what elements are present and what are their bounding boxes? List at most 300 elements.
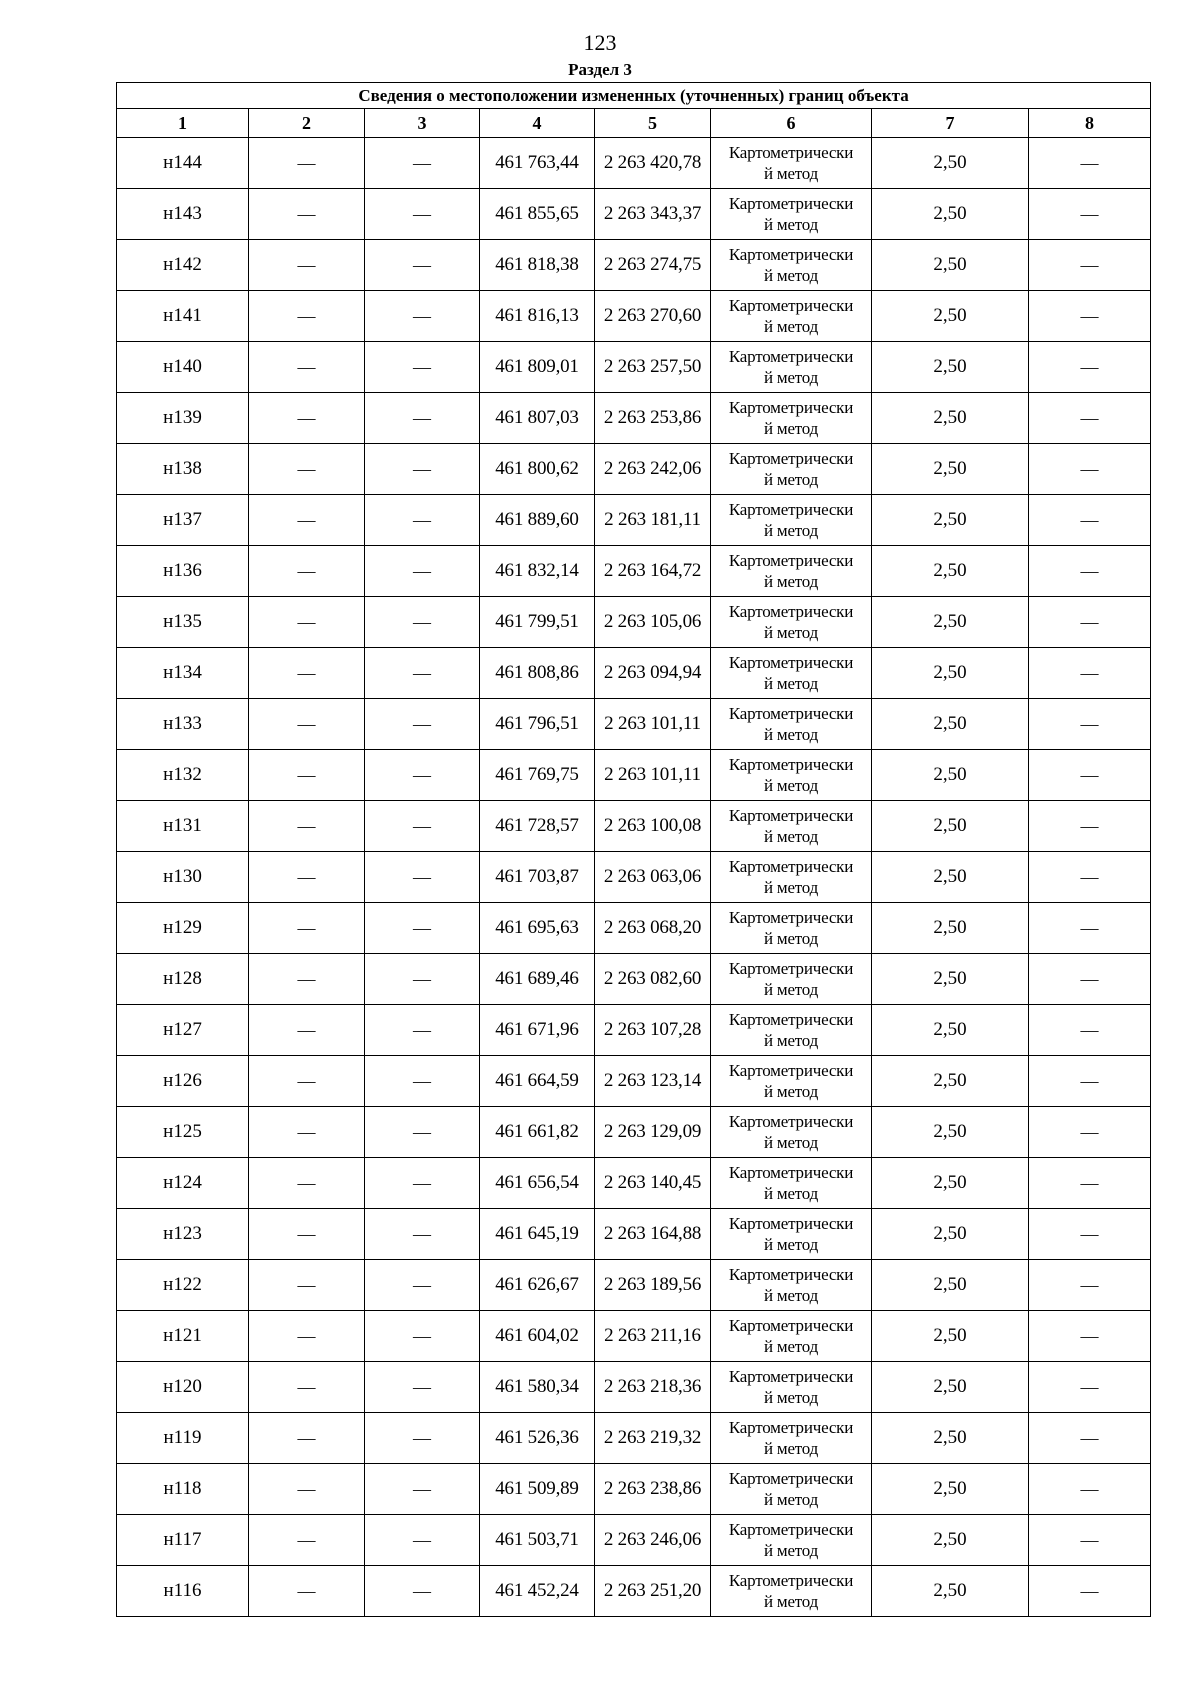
method-cell [711,852,872,903]
accuracy-cell: 2,50 [872,801,1029,852]
method-cell [711,1107,872,1158]
table-row [117,189,1151,240]
method-text-line-1: Картометрически [728,908,854,927]
column-2-cell: — [249,1209,365,1260]
method-text-line-1: Картометрически [728,1367,854,1386]
column-8-cell: — [1029,852,1151,903]
column-number: 8 [1029,109,1151,138]
point-number-cell: н136 [117,546,249,597]
method-text-line-1: Картометрически [728,602,854,621]
accuracy-cell: 2,50 [872,189,1029,240]
point-number-cell: н142 [117,240,249,291]
method-text-line-2: й метод [763,1235,819,1254]
column-2-cell: — [249,342,365,393]
table-row [117,801,1151,852]
y-coordinate-cell: 2 263 094,94 [595,648,711,699]
column-number: 2 [249,109,365,138]
method-cell [711,597,872,648]
y-coordinate-cell: 2 263 246,06 [595,1515,711,1566]
point-number-cell: н126 [117,1056,249,1107]
column-2-cell: — [249,1311,365,1362]
column-8-cell: — [1029,138,1151,189]
method-cell [711,1464,872,1515]
accuracy-cell: 2,50 [872,495,1029,546]
point-number-cell: н118 [117,1464,249,1515]
method-cell [711,495,872,546]
method-cell [711,189,872,240]
method-text-line-1: Картометрически [728,143,854,162]
method-text-line-2: й метод [763,776,819,795]
column-3-cell: — [365,1260,480,1311]
point-number-cell: н117 [117,1515,249,1566]
method-cell [711,1515,872,1566]
point-number-cell: н135 [117,597,249,648]
column-2-cell: — [249,1566,365,1617]
accuracy-cell: 2,50 [872,954,1029,1005]
accuracy-cell: 2,50 [872,1311,1029,1362]
y-coordinate-cell: 2 263 082,60 [595,954,711,1005]
y-coordinate-cell: 2 263 251,20 [595,1566,711,1617]
method-cell [711,903,872,954]
point-number-cell: н120 [117,1362,249,1413]
column-3-cell: — [365,1311,480,1362]
column-number: 1 [117,109,249,138]
x-coordinate-cell: 461 671,96 [480,1005,595,1056]
table-row [117,699,1151,750]
column-8-cell: — [1029,903,1151,954]
method-text-line-2: й метод [763,419,819,438]
y-coordinate-cell: 2 263 238,86 [595,1464,711,1515]
x-coordinate-cell: 461 626,67 [480,1260,595,1311]
accuracy-cell: 2,50 [872,138,1029,189]
method-text-line-1: Картометрически [728,1418,854,1437]
method-text-line-2: й метод [763,1133,819,1152]
column-number: 6 [711,109,872,138]
method-text-line-1: Картометрически [728,1316,854,1335]
method-cell [711,1260,872,1311]
table-row [117,852,1151,903]
x-coordinate-cell: 461 889,60 [480,495,595,546]
method-text-line-2: й метод [763,827,819,846]
method-text-line-2: й метод [763,521,819,540]
column-3-cell: — [365,393,480,444]
point-number-cell: н141 [117,291,249,342]
table-row [117,291,1151,342]
method-cell [711,444,872,495]
table-row [117,1311,1151,1362]
column-8-cell: — [1029,342,1151,393]
method-cell [711,801,872,852]
column-3-cell: — [365,1413,480,1464]
y-coordinate-cell: 2 263 218,36 [595,1362,711,1413]
column-8-cell: — [1029,1158,1151,1209]
method-cell [711,750,872,801]
method-cell [711,1311,872,1362]
table-caption: Сведения о местоположении измененных (уточненных) границ объекта [117,83,1151,109]
page-number: 123 [583,30,617,55]
column-2-cell: — [249,1515,365,1566]
column-2-cell: — [249,954,365,1005]
accuracy-cell: 2,50 [872,750,1029,801]
table-row [117,138,1151,189]
table-row [117,750,1151,801]
column-2-cell: — [249,138,365,189]
x-coordinate-cell: 461 604,02 [480,1311,595,1362]
x-coordinate-cell: 461 763,44 [480,138,595,189]
y-coordinate-cell: 2 263 420,78 [595,138,711,189]
column-8-cell: — [1029,699,1151,750]
table-row [117,1413,1151,1464]
table-row [117,1362,1151,1413]
method-text-line-2: й метод [763,1031,819,1050]
accuracy-cell: 2,50 [872,1107,1029,1158]
column-3-cell: — [365,1362,480,1413]
column-3-cell: — [365,903,480,954]
column-3-cell: — [365,801,480,852]
point-number-cell: н123 [117,1209,249,1260]
y-coordinate-cell: 2 263 219,32 [595,1413,711,1464]
method-text-line-2: й метод [763,1592,819,1611]
method-text-line-1: Картометрически [728,1112,854,1131]
column-2-cell: — [249,240,365,291]
x-coordinate-cell: 461 664,59 [480,1056,595,1107]
column-8-cell: — [1029,1056,1151,1107]
method-cell [711,954,872,1005]
column-2-cell: — [249,1158,365,1209]
accuracy-cell: 2,50 [872,1566,1029,1617]
y-coordinate-cell: 2 263 063,06 [595,852,711,903]
column-3-cell: — [365,189,480,240]
table-row [117,546,1151,597]
column-2-cell: — [249,648,365,699]
x-coordinate-cell: 461 503,71 [480,1515,595,1566]
method-text-line-2: й метод [763,1439,819,1458]
column-2-cell: — [249,1362,365,1413]
accuracy-cell: 2,50 [872,648,1029,699]
method-cell [711,393,872,444]
method-text-line-1: Картометрически [728,347,854,366]
method-text-line-2: й метод [763,674,819,693]
method-text-line-2: й метод [763,368,819,387]
method-text-line-2: й метод [763,1286,819,1305]
column-8-cell: — [1029,444,1151,495]
table-row [117,1464,1151,1515]
method-text-line-1: Картометрически [728,1061,854,1080]
accuracy-cell: 2,50 [872,342,1029,393]
x-coordinate-cell: 461 800,62 [480,444,595,495]
table-row [117,903,1151,954]
y-coordinate-cell: 2 263 189,56 [595,1260,711,1311]
method-text-line-1: Картометрически [728,449,854,468]
column-2-cell: — [249,699,365,750]
column-3-cell: — [365,1464,480,1515]
y-coordinate-cell: 2 263 140,45 [595,1158,711,1209]
method-cell [711,699,872,750]
table-row [117,1158,1151,1209]
method-text-line-2: й метод [763,1541,819,1560]
table-row [117,240,1151,291]
column-number: 5 [595,109,711,138]
accuracy-cell: 2,50 [872,1464,1029,1515]
method-text-line-2: й метод [763,878,819,897]
column-8-cell: — [1029,1260,1151,1311]
column-2-cell: — [249,852,365,903]
accuracy-cell: 2,50 [872,903,1029,954]
column-3-cell: — [365,1209,480,1260]
point-number-cell: н139 [117,393,249,444]
y-coordinate-cell: 2 263 257,50 [595,342,711,393]
point-number-cell: н144 [117,138,249,189]
point-number-cell: н128 [117,954,249,1005]
column-8-cell: — [1029,1362,1151,1413]
point-number-cell: н130 [117,852,249,903]
table-row [117,954,1151,1005]
column-2-cell: — [249,1260,365,1311]
column-8-cell: — [1029,291,1151,342]
column-3-cell: — [365,648,480,699]
column-2-cell: — [249,1107,365,1158]
accuracy-cell: 2,50 [872,1260,1029,1311]
column-3-cell: — [365,699,480,750]
method-text-line-1: Картометрически [728,755,854,774]
method-text-line-2: й метод [763,164,819,183]
point-number-cell: н133 [117,699,249,750]
y-coordinate-cell: 2 263 105,06 [595,597,711,648]
column-2-cell: — [249,597,365,648]
column-2-cell: — [249,1464,365,1515]
table-row [117,648,1151,699]
column-2-cell: — [249,546,365,597]
column-2-cell: — [249,750,365,801]
method-cell [711,648,872,699]
column-8-cell: — [1029,1515,1151,1566]
column-8-cell: — [1029,1413,1151,1464]
method-text-line-2: й метод [763,266,819,285]
column-2-cell: — [249,903,365,954]
column-8-cell: — [1029,1566,1151,1617]
column-2-cell: — [249,1005,365,1056]
method-cell [711,1005,872,1056]
column-8-cell: — [1029,1107,1151,1158]
method-text-line-1: Картометрически [728,194,854,213]
column-8-cell: — [1029,1209,1151,1260]
table-row [117,342,1151,393]
point-number-cell: н138 [117,444,249,495]
accuracy-cell: 2,50 [872,291,1029,342]
x-coordinate-cell: 461 695,63 [480,903,595,954]
x-coordinate-cell: 461 816,13 [480,291,595,342]
column-number: 4 [480,109,595,138]
method-text-line-2: й метод [763,1388,819,1407]
point-number-cell: н122 [117,1260,249,1311]
accuracy-cell: 2,50 [872,852,1029,903]
column-3-cell: — [365,291,480,342]
column-8-cell: — [1029,1464,1151,1515]
column-3-cell: — [365,1107,480,1158]
table-row [117,1515,1151,1566]
column-3-cell: — [365,138,480,189]
column-2-cell: — [249,444,365,495]
table-row [117,1260,1151,1311]
point-number-cell: н121 [117,1311,249,1362]
column-3-cell: — [365,954,480,1005]
column-8-cell: — [1029,954,1151,1005]
method-cell [711,291,872,342]
method-text-line-1: Картометрически [728,1469,854,1488]
column-8-cell: — [1029,189,1151,240]
method-text-line-2: й метод [763,929,819,948]
point-number-cell: н132 [117,750,249,801]
x-coordinate-cell: 461 526,36 [480,1413,595,1464]
x-coordinate-cell: 461 809,01 [480,342,595,393]
column-8-cell: — [1029,240,1151,291]
point-number-cell: н134 [117,648,249,699]
column-3-cell: — [365,444,480,495]
method-text-line-2: й метод [763,317,819,336]
table-row [117,393,1151,444]
column-3-cell: — [365,240,480,291]
column-3-cell: — [365,1515,480,1566]
x-coordinate-cell: 461 452,24 [480,1566,595,1617]
x-coordinate-cell: 461 807,03 [480,393,595,444]
accuracy-cell: 2,50 [872,1413,1029,1464]
accuracy-cell: 2,50 [872,1209,1029,1260]
method-cell [711,1056,872,1107]
y-coordinate-cell: 2 263 164,72 [595,546,711,597]
method-text-line-2: й метод [763,1490,819,1509]
method-text-line-2: й метод [763,1337,819,1356]
method-cell [711,1158,872,1209]
method-text-line-1: Картометрически [728,857,854,876]
point-number-cell: н140 [117,342,249,393]
method-text-line-1: Картометрически [728,1571,854,1590]
accuracy-cell: 2,50 [872,546,1029,597]
x-coordinate-cell: 461 656,54 [480,1158,595,1209]
method-text-line-1: Картометрически [728,245,854,264]
column-2-cell: — [249,801,365,852]
point-number-cell: н119 [117,1413,249,1464]
method-text-line-1: Картометрически [728,704,854,723]
x-coordinate-cell: 461 818,38 [480,240,595,291]
column-8-cell: — [1029,495,1151,546]
column-3-cell: — [365,1056,480,1107]
column-3-cell: — [365,750,480,801]
table-row [117,1107,1151,1158]
column-8-cell: — [1029,393,1151,444]
accuracy-cell: 2,50 [872,1005,1029,1056]
method-text-line-2: й метод [763,623,819,642]
x-coordinate-cell: 461 689,46 [480,954,595,1005]
column-2-cell: — [249,189,365,240]
accuracy-cell: 2,50 [872,393,1029,444]
y-coordinate-cell: 2 263 068,20 [595,903,711,954]
method-cell [711,1566,872,1617]
x-coordinate-cell: 461 832,14 [480,546,595,597]
x-coordinate-cell: 461 661,82 [480,1107,595,1158]
column-8-cell: — [1029,546,1151,597]
y-coordinate-cell: 2 263 181,11 [595,495,711,546]
column-8-cell: — [1029,1005,1151,1056]
y-coordinate-cell: 2 263 123,14 [595,1056,711,1107]
point-number-cell: н143 [117,189,249,240]
section-title: Раздел 3 [568,60,632,79]
method-text-line-1: Картометрически [728,296,854,315]
y-coordinate-cell: 2 263 343,37 [595,189,711,240]
method-text-line-1: Картометрически [728,1520,854,1539]
accuracy-cell: 2,50 [872,597,1029,648]
method-cell [711,342,872,393]
method-cell [711,1209,872,1260]
point-number-cell: н125 [117,1107,249,1158]
x-coordinate-cell: 461 855,65 [480,189,595,240]
accuracy-cell: 2,50 [872,1515,1029,1566]
method-text-line-1: Картометрически [728,1163,854,1182]
table-row [117,1005,1151,1056]
point-number-cell: н129 [117,903,249,954]
column-3-cell: — [365,1158,480,1209]
table-row [117,597,1151,648]
y-coordinate-cell: 2 263 101,11 [595,699,711,750]
y-coordinate-cell: 2 263 107,28 [595,1005,711,1056]
column-3-cell: — [365,342,480,393]
x-coordinate-cell: 461 645,19 [480,1209,595,1260]
point-number-cell: н124 [117,1158,249,1209]
column-8-cell: — [1029,648,1151,699]
method-text-line-2: й метод [763,572,819,591]
method-text-line-1: Картометрически [728,1010,854,1029]
method-text-line-1: Картометрически [728,1214,854,1233]
method-text-line-1: Картометрически [728,398,854,417]
accuracy-cell: 2,50 [872,1056,1029,1107]
column-3-cell: — [365,1566,480,1617]
point-number-cell: н127 [117,1005,249,1056]
y-coordinate-cell: 2 263 100,08 [595,801,711,852]
column-number: 3 [365,109,480,138]
accuracy-cell: 2,50 [872,699,1029,750]
column-2-cell: — [249,1056,365,1107]
table-row [117,1566,1151,1617]
accuracy-cell: 2,50 [872,444,1029,495]
table-body [117,138,1151,1617]
column-3-cell: — [365,546,480,597]
accuracy-cell: 2,50 [872,1158,1029,1209]
column-2-cell: — [249,1413,365,1464]
method-cell [711,546,872,597]
x-coordinate-cell: 461 769,75 [480,750,595,801]
method-text-line-2: й метод [763,980,819,999]
column-2-cell: — [249,393,365,444]
column-8-cell: — [1029,750,1151,801]
y-coordinate-cell: 2 263 242,06 [595,444,711,495]
column-8-cell: — [1029,1311,1151,1362]
column-8-cell: — [1029,801,1151,852]
column-number: 7 [872,109,1029,138]
y-coordinate-cell: 2 263 129,09 [595,1107,711,1158]
table-row [117,444,1151,495]
x-coordinate-cell: 461 799,51 [480,597,595,648]
y-coordinate-cell: 2 263 164,88 [595,1209,711,1260]
x-coordinate-cell: 461 580,34 [480,1362,595,1413]
column-3-cell: — [365,1005,480,1056]
method-text-line-1: Картометрически [728,959,854,978]
x-coordinate-cell: 461 703,87 [480,852,595,903]
method-cell [711,240,872,291]
column-2-cell: — [249,495,365,546]
column-2-cell: — [249,291,365,342]
point-number-cell: н137 [117,495,249,546]
method-text-line-2: й метод [763,1082,819,1101]
column-8-cell: — [1029,597,1151,648]
